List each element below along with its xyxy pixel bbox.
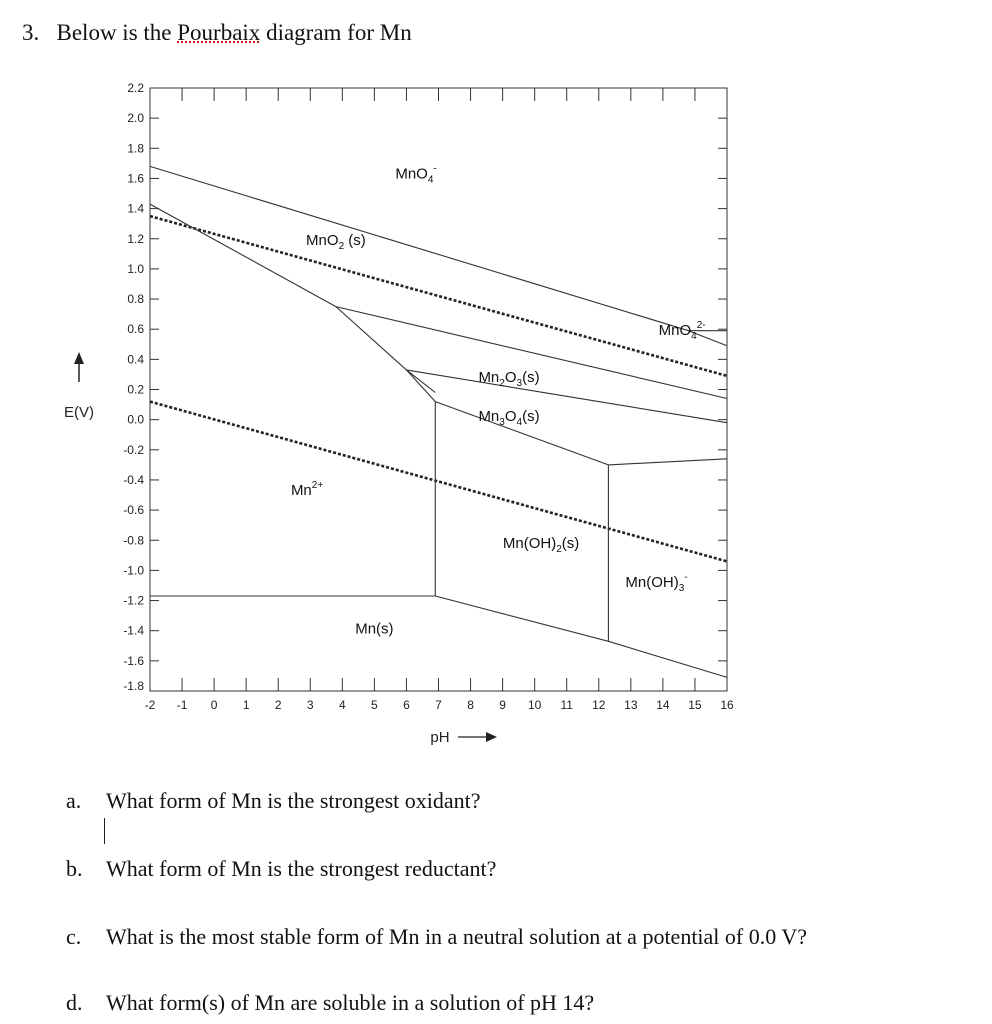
region-label: $Mn^{2+}$ bbox=[290, 480, 324, 500]
plot-frame bbox=[150, 88, 727, 691]
boundary-mn2-mno2 bbox=[150, 204, 336, 307]
x-tick-label: 0 bbox=[210, 698, 218, 712]
boundary-mn2o3-mn3o4 bbox=[406, 370, 727, 423]
x-tick-label: 9 bbox=[499, 698, 506, 712]
question-c bbox=[66, 924, 807, 950]
question-d-text: What form(s) of Mn are soluble in a solution of pH 14? bbox=[106, 990, 595, 1015]
x-tick-label: 8 bbox=[467, 698, 474, 712]
x-tick-label: 14 bbox=[656, 698, 670, 712]
x-tick-label: 10 bbox=[527, 698, 542, 712]
x-tick-label: 5 bbox=[371, 698, 378, 712]
region-label: Mn(s) bbox=[355, 620, 394, 638]
question-b-label: b. bbox=[66, 856, 83, 881]
y-tick-label: 2.0 bbox=[127, 111, 144, 126]
y-tick-label: 1.0 bbox=[127, 261, 144, 276]
y-tick-label: -0.4 bbox=[123, 472, 144, 487]
boundary-mn3o4-mn-oh-3 bbox=[608, 459, 727, 465]
x-axis-arrow-head bbox=[486, 732, 497, 742]
region-label: MnO$_4$- bbox=[395, 163, 437, 186]
boundary-mn-oh-2-mn bbox=[435, 596, 608, 641]
x-tick-label: 12 bbox=[592, 698, 606, 712]
x-tick-label: 4 bbox=[338, 698, 346, 712]
question-number: 3. bbox=[22, 20, 40, 45]
x-tick-label: -1 bbox=[176, 698, 188, 712]
question-a-label: a. bbox=[66, 788, 82, 813]
y-tick-label: -0.2 bbox=[123, 442, 144, 457]
boundary-mn2-mn2o3 bbox=[336, 307, 435, 393]
x-tick-label: 13 bbox=[624, 698, 638, 712]
y-tick-label: 2.2 bbox=[127, 81, 144, 95]
region-label: $Mn(OH)_3^-$ bbox=[625, 571, 688, 594]
water-line-h2o-h2 bbox=[150, 402, 727, 562]
x-tick-label: 6 bbox=[403, 698, 410, 712]
x-tick-label: 11 bbox=[560, 698, 573, 712]
text-cursor bbox=[104, 818, 105, 844]
x-axis-label: pH bbox=[430, 729, 450, 746]
y-tick-label: 0.6 bbox=[127, 322, 144, 337]
y-tick-label: 0.0 bbox=[127, 412, 144, 427]
x-tick-label: 16 bbox=[720, 698, 734, 712]
y-tick-label: 0.8 bbox=[127, 292, 144, 307]
question-b bbox=[66, 856, 496, 882]
boundary-mn-oh-3-mn bbox=[608, 641, 727, 677]
y-tick-label: -1.0 bbox=[123, 563, 144, 578]
question-c-label: c. bbox=[66, 924, 82, 949]
x-tick-label: 2 bbox=[274, 698, 282, 712]
y-tick-label: -0.6 bbox=[123, 503, 144, 518]
question-suffix: diagram for Mn bbox=[266, 20, 412, 45]
question-d-label: d. bbox=[66, 990, 83, 1015]
question-a-text: What form of Mn is the strongest oxidant? bbox=[106, 788, 481, 813]
y-tick-label: 0.4 bbox=[127, 352, 144, 367]
y-tick-label: -1.4 bbox=[123, 623, 144, 638]
y-tick-label: -1.6 bbox=[123, 653, 144, 668]
x-tick-label: 3 bbox=[306, 698, 314, 712]
y-axis-arrow-head bbox=[74, 352, 84, 364]
x-tick-label: -2 bbox=[144, 698, 156, 712]
y-tick-label: 0.2 bbox=[127, 382, 144, 397]
y-tick-label: 1.6 bbox=[127, 171, 144, 186]
question-d bbox=[66, 990, 594, 1016]
y-axis-label: E(V) bbox=[64, 404, 94, 421]
y-tick-label: 1.4 bbox=[127, 201, 144, 216]
region-label: $Mn_3O_4(s)$ bbox=[478, 408, 540, 429]
x-tick-label: 15 bbox=[688, 698, 702, 712]
question-b-text: What form of Mn is the strongest reductant? bbox=[106, 856, 497, 881]
x-tick-label: 1 bbox=[242, 698, 250, 712]
boundary-mn2-mn3o4 bbox=[406, 370, 435, 402]
y-tick-label: 1.8 bbox=[127, 141, 144, 156]
x-tick-label: 7 bbox=[435, 698, 442, 712]
region-label: MnO$_2$ (s) bbox=[306, 231, 366, 252]
region-label: MnO$_4^{2-}$ bbox=[658, 320, 706, 343]
y-tick-label: -1.8 bbox=[123, 679, 144, 693]
region-label: $Mn_2O_3(s)$ bbox=[478, 368, 540, 389]
water-line-o2-h2o bbox=[150, 216, 727, 376]
y-tick-label: -0.8 bbox=[123, 533, 144, 548]
y-tick-label: -1.2 bbox=[123, 593, 144, 608]
region-label: $Mn(OH)_2(s)$ bbox=[502, 534, 580, 555]
question-c-text: What is the most stable form of Mn in a neutral solution at a potential of 0.0 V? bbox=[106, 924, 808, 949]
question-prefix: Below is the bbox=[56, 20, 172, 45]
question-a bbox=[66, 788, 481, 814]
spellcheck-word: Pourbaix bbox=[177, 20, 261, 45]
y-tick-label: 1.2 bbox=[127, 231, 144, 246]
